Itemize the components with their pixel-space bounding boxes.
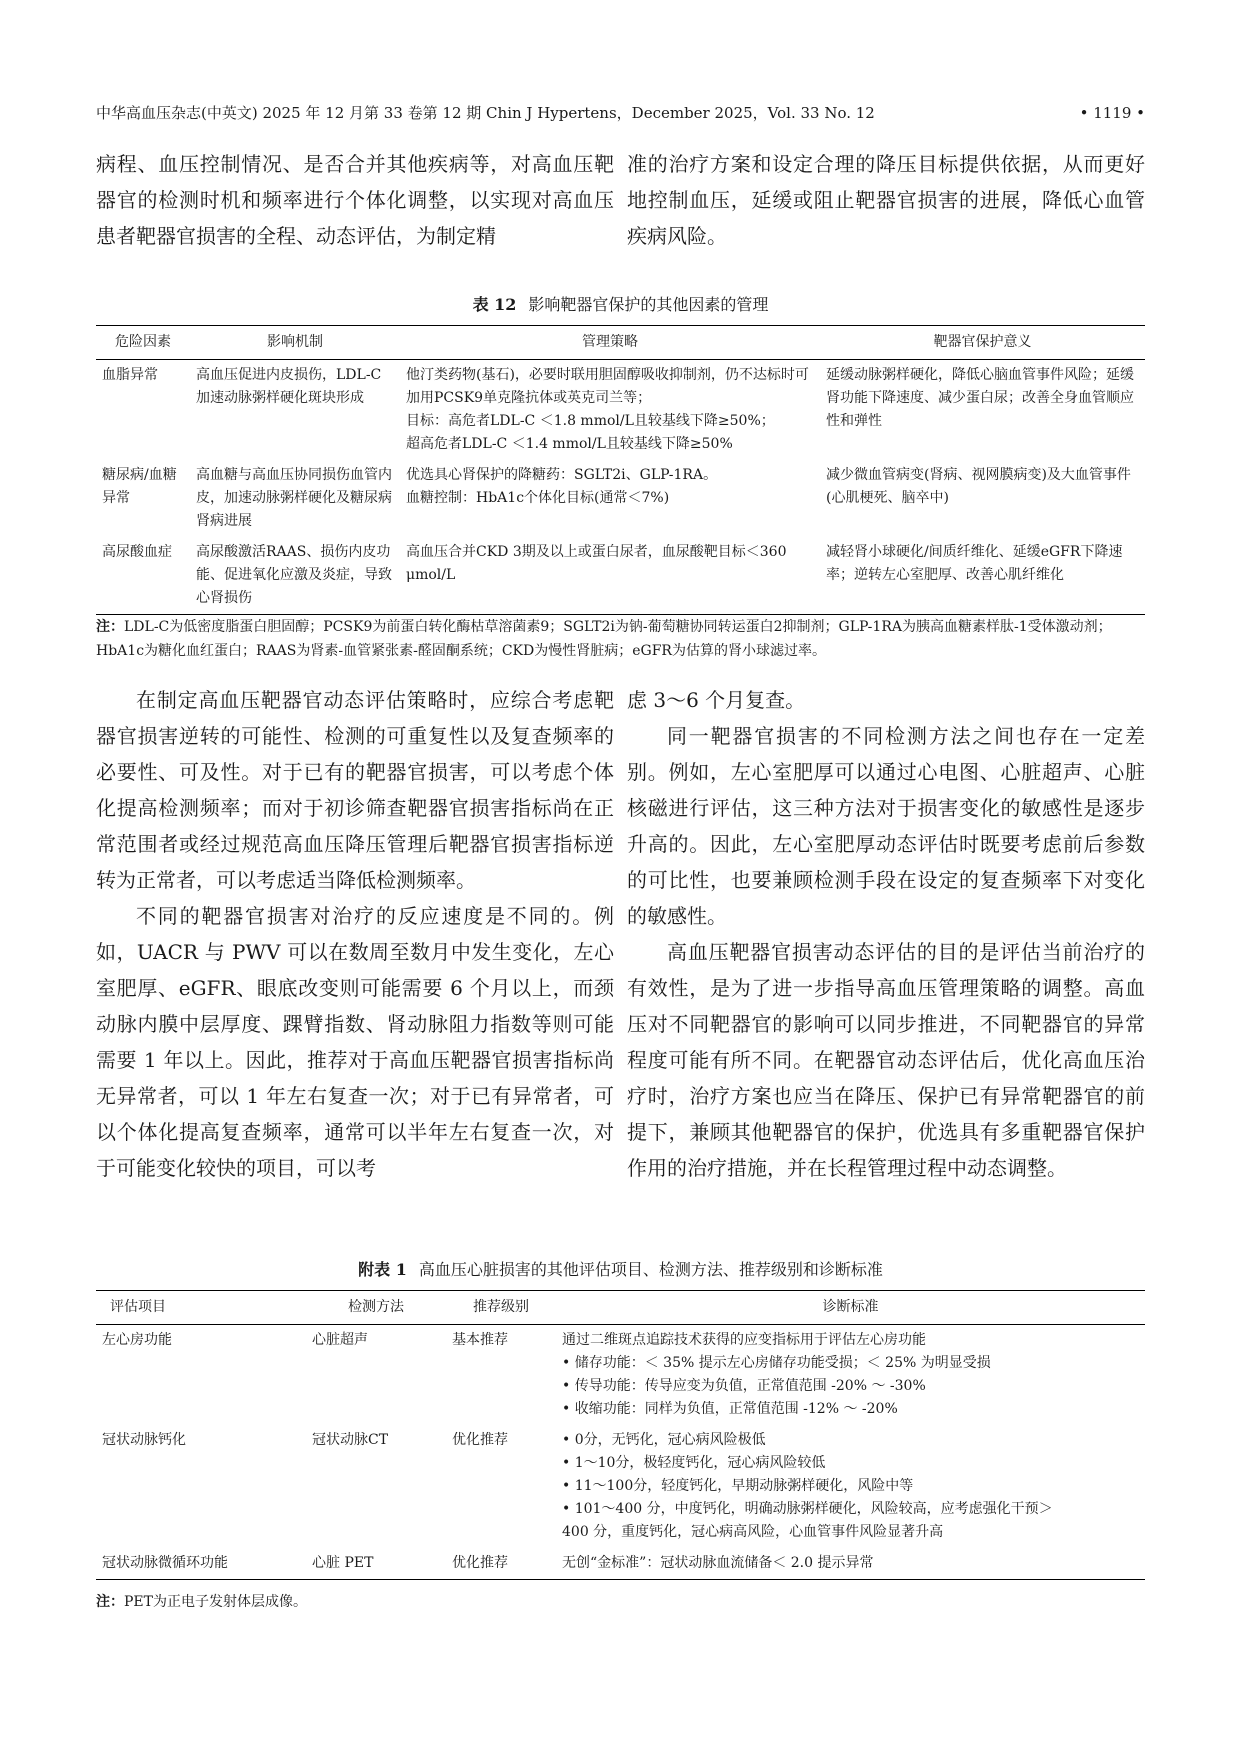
- cell-item: 左心房功能: [102, 1332, 172, 1348]
- paragraph: 在制定高血压靶器官动态评估策略时，应综合考虑靶器官损害逆转的可能性、检测的可重复性以及复查频率的必要性、可及性。对于已有的靶器官损害，可以考虑个体化提高检测频率；而对于初诊筛查靶器官损害指标尚在正常范围者或经过规范高血压降压管理后靶器官损害指标逆转为正常者，可以考虑适当降低检测频率。: [96, 688, 614, 892]
- note-text: PET为正电子发射体层成像。: [124, 1594, 307, 1610]
- criteria-line: • 1～10分，极轻度钙化，冠心病风险较低: [562, 1455, 826, 1471]
- cell-strategy: [400, 360, 820, 461]
- cell-level: 优化推荐: [452, 1432, 508, 1448]
- cell-strategy: [400, 537, 820, 615]
- top-left-column: [96, 146, 614, 254]
- table-row: [96, 360, 1145, 461]
- cell-factor: 高尿酸血症: [96, 537, 190, 615]
- col-header: 靶器官保护意义: [820, 326, 1145, 360]
- col-header: 危险因素: [96, 326, 190, 360]
- body-right-column: [627, 682, 1145, 1186]
- paragraph: 虑 3～6 个月复查。: [627, 688, 806, 712]
- table12-title: 影响靶器官保护的其他因素的管理: [528, 295, 769, 314]
- paragraph: 准的治疗方案和设定合理的降压目标提供依据，从而更好地控制血压，延缓或阻止靶器官损害的进展，降低心血管疾病风险。: [627, 152, 1145, 248]
- paragraph: 同一靶器官损害的不同检测方法之间也存在一定差别。例如，左心室肥厚可以通过心电图、心脏超声、心脏核磁进行评估，这三种方法对于损害变化的敏感性是逐步升高的。因此，左心室肥厚动态评估时既要考虑前后参数的可比性，也要兼顾检测手段在设定的复查频率下对变化的敏感性。: [627, 724, 1145, 928]
- cell-strategy: [400, 460, 820, 537]
- criteria-line: • 储存功能：＜ 35% 提示左心房储存功能受损；＜ 25% 为明显受损: [562, 1355, 991, 1371]
- cell-significance: 减少微血管病变(肾病、视网膜病变)及大血管事件(心肌梗死、脑卒中): [826, 467, 1131, 506]
- cell-method: 心脏超声: [312, 1332, 368, 1348]
- table12-label: 表 12: [472, 295, 517, 314]
- cell-level: 优化推荐: [446, 1548, 556, 1580]
- cell-criteria: [556, 1548, 1145, 1580]
- cell-mechanism: 高血糖与高血压协同损伤血管内皮，加速动脉粥样硬化及糖尿病肾病进展: [196, 467, 392, 529]
- note-label: 注：: [96, 1594, 124, 1610]
- appendix1-label: 附表 1: [358, 1260, 407, 1279]
- table-row: [96, 537, 1145, 615]
- col-header: 推荐级别: [446, 1291, 556, 1325]
- table12: [96, 325, 1145, 615]
- table12-caption: [96, 293, 1145, 317]
- table-row: [96, 1425, 1145, 1548]
- strategy-line: 他汀类药物(基石)，必要时联用胆固醇吸收抑制剂，仍不达标时可加用PCSK9单克隆抗体或英克司兰等；: [406, 367, 809, 406]
- criteria-line: 400 分，重度钙化，冠心病高风险，心血管事件风险显著升高: [562, 1524, 944, 1540]
- cell-criteria: [556, 1425, 1145, 1548]
- table-row: [96, 460, 1145, 537]
- cell-item: 冠状动脉钙化: [102, 1432, 186, 1448]
- body-left-column: [96, 682, 614, 1186]
- cell-level: 基本推荐: [452, 1332, 508, 1348]
- appendix1-title: 高血压心脏损害的其他评估项目、检测方法、推荐级别和诊断标准: [418, 1260, 883, 1279]
- criteria-line: 无创“金标准”：冠状动脉血流储备＜ 2.0 提示异常: [562, 1555, 874, 1571]
- cell-factor: 糖尿病/血糖异常: [102, 467, 177, 506]
- note-label: 注：: [96, 619, 124, 635]
- table12-note: [96, 615, 1145, 663]
- criteria-line: • 0分，无钙化，冠心病风险极低: [562, 1432, 766, 1448]
- criteria-line: • 11～100分，轻度钙化，早期动脉粥样硬化，风险中等: [562, 1478, 914, 1494]
- paragraph: 不同的靶器官损害对治疗的反应速度是不同的。例如，UACR 与 PWV 可以在数周至数月中发生变化，左心室肥厚、eGFR、眼底改变则可能需要 6 个月以上，而颈动脉内膜中层厚度、踝臂指数、肾动脉阻力指数等则可能需要 1 年以上。因此，推荐对于高血压靶器官损害指标尚无异常者，可以 1 年左右复查一次；对于已有异常者，可以个体化提高复查频率，通常可以半年左右复查一次，对于可能变化较快的项目，可以考: [96, 904, 614, 1180]
- strategy-line: 超高危者LDL-C ＜1.4 mmol/L且较基线下降≥50%: [406, 436, 733, 452]
- table-header-row: [96, 326, 1145, 360]
- cell-mechanism: 高血压促进内皮损伤，LDL-C加速动脉粥样硬化斑块形成: [196, 367, 382, 406]
- criteria-line: • 收缩功能：同样为负值，正常值范围 -12% ～ -20%: [562, 1401, 898, 1417]
- paragraph: 病程、血压控制情况、是否合并其他疾病等，对高血压靶器官的检测时机和频率进行个体化调整，以实现对高血压患者靶器官损害的全程、动态评估，为制定精: [96, 152, 614, 248]
- cell-item: 冠状动脉微循环功能: [96, 1548, 306, 1580]
- table-row: [96, 1325, 1145, 1426]
- col-header: 影响机制: [190, 326, 400, 360]
- appendix1-caption: [96, 1258, 1145, 1282]
- col-header: 评估项目: [96, 1291, 306, 1325]
- cell-significance: 延缓动脉粥样硬化，降低心脑血管事件风险；延缓肾功能下降速度、减少蛋白尿；改善全身血管顺应性和弹性: [826, 367, 1134, 429]
- appendix1-note: [96, 1590, 1145, 1614]
- criteria-line: • 传导功能：传导应变为负值，正常值范围 -20% ～ -30%: [562, 1378, 926, 1394]
- table-row: [96, 1548, 1145, 1580]
- cell-criteria: [556, 1325, 1145, 1426]
- cell-method: 心脏 PET: [306, 1548, 446, 1580]
- criteria-line: • 101～400 分，中度钙化，明确动脉粥样硬化，风险较高，应考虑强化干预＞: [562, 1501, 1053, 1517]
- criteria-line: 通过二维斑点追踪技术获得的应变指标用于评估左心房功能: [562, 1332, 926, 1348]
- col-header: 检测方法: [306, 1291, 446, 1325]
- cell-factor: 血脂异常: [102, 367, 158, 383]
- strategy-line: 血糖控制：HbA1c个体化目标(通常＜7%): [406, 490, 670, 506]
- running-header: [96, 100, 1145, 126]
- note-text: LDL-C为低密度脂蛋白胆固醇；PCSK9为前蛋白转化酶枯草溶菌素9；SGLT2i为钠-葡萄糖协同转运蛋白2抑制剂；GLP-1RA为胰高血糖素样肽-1受体激动剂； HbA1c为糖化血红蛋白；RAAS为肾素-血管紧张素-醛固酮系统；CKD为慢性肾脏病；eGFR为估算的肾小球滤过率。: [96, 619, 1112, 659]
- paragraph: 高血压靶器官损害动态评估的目的是评估当前治疗的有效性，是为了进一步指导高血压管理策略的调整。高血压对不同靶器官的影响可以同步推进，不同靶器官的异常程度可能有所不同。在靶器官动态评估后，优化高血压治疗时，治疗方案也应当在降压、保护已有异常靶器官的前提下，兼顾其他靶器官的保护，优选具有多重靶器官保护作用的治疗措施，并在长程管理过程中动态调整。: [627, 940, 1145, 1180]
- page-number: • 1119 •: [1079, 104, 1145, 122]
- col-header: 管理策略: [400, 326, 820, 360]
- cell-method: 冠状动脉CT: [312, 1432, 389, 1448]
- journal-citation: 中华高血压杂志(中英文) 2025 年 12 月第 33 卷第 12 期 Chin J Hypertens，December 2025，Vol. 33 No. 12: [96, 104, 875, 122]
- top-right-column: [627, 146, 1145, 254]
- appendix-table-1: [96, 1290, 1145, 1580]
- table-header-row: [96, 1291, 1145, 1325]
- cell-significance: 减轻肾小球硬化/间质纤维化、延缓eGFR下降速率；逆转左心室肥厚、改善心肌纤维化: [820, 537, 1145, 615]
- strategy-line: 高血压合并CKD 3期及以上或蛋白尿者，血尿酸靶目标＜360 μmol/L: [406, 544, 787, 583]
- strategy-line: 目标：高危者LDL-C ＜1.8 mmol/L且较基线下降≥50%；: [406, 413, 775, 429]
- cell-mechanism: 高尿酸激活RAAS、损伤内皮功能、促进氧化应激及炎症，导致心肾损伤: [190, 537, 400, 615]
- col-header: 诊断标准: [556, 1291, 1145, 1325]
- strategy-line: 优选具心肾保护的降糖药：SGLT2i、GLP-1RA。: [406, 467, 718, 483]
